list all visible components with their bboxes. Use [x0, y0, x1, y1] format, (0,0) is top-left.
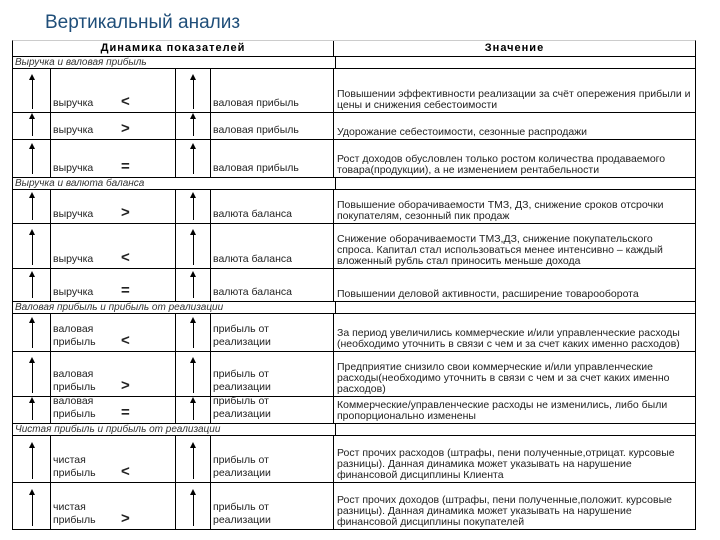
indicator-a: валовая прибыль [53, 323, 96, 348]
arrow-cell [176, 269, 211, 301]
indicator-a-cell [51, 436, 176, 482]
indicator-b-cell [211, 483, 334, 529]
indicator-a: выручка [53, 124, 94, 136]
meaning-cell [334, 69, 695, 112]
arrow-up-icon [193, 402, 194, 420]
comparison-operator: < [121, 463, 130, 480]
indicator-a: выручка [53, 97, 94, 109]
comparison-operator: > [121, 377, 130, 394]
arrow-cell [176, 436, 211, 482]
meaning-text: Снижение оборачиваемости ТМЗ,ДЗ, снижение покупательского спроса. Капитал стал использоваться менее интенсивно – каждый вложенный рубль стал приносить меньше дохода [337, 233, 663, 267]
slide-title: Вертикальный анализ [45, 12, 241, 33]
indicator-a-cell [51, 397, 176, 423]
indicator-a: выручка [53, 208, 94, 220]
indicator-a-cell [51, 190, 176, 223]
arrow-up-icon [193, 234, 194, 265]
section-header [13, 57, 695, 69]
arrow-up-icon [32, 362, 33, 393]
table-row [13, 190, 695, 224]
meaning-text: Повышении эффективности реализации за счёт опережения прибыли и цены и снижения себестоимости [337, 88, 691, 111]
comparison-operator: = [121, 404, 130, 421]
meaning-cell [334, 113, 695, 139]
meaning-text: Предприятие снизило свои коммерческие и/или управленческие расходы(необходимо уточнить в связи с чем и за счет каких именно расходов) [337, 361, 670, 395]
meaning-cell [334, 483, 695, 529]
meaning-text: Рост прочих доходов (штрафы, пени полученные,положит. курсовые разницы). Данная динамика может указывать на нарушение финансовой дисциплины покупателей [337, 494, 672, 528]
arrow-up-icon [32, 197, 33, 220]
indicator-b: валовая прибыль [213, 124, 299, 136]
indicator-a: валовая прибыль [53, 395, 96, 420]
indicator-a: чистая прибыль [53, 454, 96, 479]
meaning-cell [334, 140, 695, 177]
arrow-cell [176, 483, 211, 529]
arrow-up-icon [32, 402, 33, 420]
table-row [13, 483, 695, 529]
arrow-up-icon [32, 494, 33, 526]
indicator-b-cell [211, 140, 334, 177]
indicator-a-cell [51, 140, 176, 177]
indicator-b: прибыль от реализации [213, 395, 271, 420]
meaning-text: Коммерческие/управленческие расходы не изменились, либо были пропорционально изменены [337, 399, 668, 422]
table-row [13, 314, 695, 352]
indicator-a: чистая прибыль [53, 501, 96, 526]
comparison-operator: > [121, 510, 130, 527]
arrow-cell [13, 397, 51, 423]
meaning-text: Рост доходов обусловлен только ростом количества продаваемого товара(продукции), а не изменением рентабельности [337, 153, 666, 176]
arrow-cell [13, 224, 51, 268]
indicator-b-cell [211, 314, 334, 351]
section-label: Валовая прибыль и прибыль от реализации [13, 302, 336, 313]
section-label: Выручка и валюта баланса [13, 178, 336, 189]
indicator-b-cell [211, 397, 334, 423]
meaning-cell [334, 352, 695, 396]
arrow-up-icon [193, 118, 194, 136]
arrow-up-icon [32, 79, 33, 109]
meaning-cell [334, 436, 695, 482]
indicator-a-cell [51, 113, 176, 139]
indicator-b: прибыль от реализации [213, 323, 271, 348]
arrow-up-icon [32, 234, 33, 265]
comparison-operator: > [121, 120, 130, 137]
arrow-cell [176, 69, 211, 112]
meaning-text: За период увеличились коммерческие и/или управленческие расходы (необходимо уточнить в связи с чем и за счет каких именно расходов) [337, 327, 680, 350]
indicator-b: валюта баланса [213, 286, 292, 298]
table-row [13, 224, 695, 269]
table-row [13, 69, 695, 113]
table-row [13, 436, 695, 483]
arrow-cell [13, 483, 51, 529]
arrow-cell [176, 314, 211, 351]
arrow-up-icon [193, 79, 194, 109]
arrow-cell [13, 140, 51, 177]
arrow-cell [13, 314, 51, 351]
header-meaning: Значение [484, 42, 545, 54]
section-header [13, 302, 695, 314]
table-row [13, 397, 695, 424]
indicator-a: выручка [53, 286, 94, 298]
arrow-up-icon [32, 447, 33, 479]
indicator-b-cell [211, 113, 334, 139]
comparison-operator: > [121, 204, 130, 221]
indicator-b: прибыль от реализации [213, 454, 271, 479]
indicator-b: валовая прибыль [213, 97, 299, 109]
indicator-b-cell [211, 352, 334, 396]
indicator-b-cell [211, 436, 334, 482]
table-row [13, 352, 695, 397]
meaning-text: Рост прочих расходов (штрафы, пени полученные,отрицат. курсовые разницы). Данная динамика может указывать на нарушение финансовой дисциплины Клиента [337, 447, 675, 481]
comparison-operator: = [121, 158, 130, 175]
indicator-b: прибыль от реализации [213, 368, 271, 393]
indicator-b: валовая прибыль [213, 162, 299, 174]
indicator-a-cell [51, 314, 176, 351]
indicator-b: прибыль от реализации [213, 501, 271, 526]
arrow-up-icon [32, 276, 33, 298]
comparison-operator: < [121, 249, 130, 266]
indicator-a-cell [51, 269, 176, 301]
section-header [13, 178, 695, 190]
section-label: Выручка и валовая прибыль [13, 57, 336, 68]
section-label: Чистая прибыль и прибыль от реализации [13, 424, 336, 435]
arrow-up-icon [193, 148, 194, 174]
comparison-operator: < [121, 93, 130, 110]
meaning-cell [334, 190, 695, 223]
table-row [13, 113, 695, 140]
meaning-text: Повышение оборачиваемости ТМЗ, ДЗ, снижение сроков отсрочки покупателям, сезонный пик продаж [337, 199, 664, 222]
arrow-cell [13, 436, 51, 482]
arrow-cell [176, 113, 211, 139]
arrow-up-icon [32, 148, 33, 174]
comparison-operator: < [121, 332, 130, 349]
arrow-up-icon [193, 362, 194, 393]
arrow-up-icon [32, 322, 33, 348]
indicator-b-cell [211, 224, 334, 268]
indicator-a: выручка [53, 162, 94, 174]
arrow-up-icon [32, 118, 33, 136]
arrow-cell [13, 269, 51, 301]
meaning-cell [334, 397, 695, 423]
indicator-a-cell [51, 69, 176, 112]
indicator-b-cell [211, 190, 334, 223]
arrow-cell [176, 397, 211, 423]
indicator-a: выручка [53, 253, 94, 265]
meaning-cell [334, 314, 695, 351]
arrow-cell [13, 69, 51, 112]
header-dynamics: Динамика показателей [13, 41, 334, 56]
indicator-a-cell [51, 483, 176, 529]
arrow-cell [13, 113, 51, 139]
meaning-cell [334, 224, 695, 268]
table-header [13, 41, 695, 57]
arrow-up-icon [193, 447, 194, 479]
arrow-cell [13, 352, 51, 396]
arrow-cell [176, 140, 211, 177]
table-row [13, 140, 695, 178]
meaning-text: Повышении деловой активности, расширение товарооборота [337, 288, 639, 300]
meaning-text: Удорожание себестоимости, сезонные распродажи [337, 126, 588, 138]
meaning-cell [334, 269, 695, 301]
indicator-b-cell [211, 269, 334, 301]
comparison-operator: = [121, 282, 130, 299]
arrow-up-icon [193, 276, 194, 298]
arrow-cell [176, 224, 211, 268]
indicator-a-cell [51, 224, 176, 268]
indicator-a-cell [51, 352, 176, 396]
arrow-up-icon [193, 494, 194, 526]
indicator-b: валюта баланса [213, 208, 292, 220]
vertical-analysis-table [12, 40, 696, 530]
indicator-a: валовая прибыль [53, 368, 96, 393]
arrow-cell [176, 352, 211, 396]
arrow-cell [176, 190, 211, 223]
section-header [13, 424, 695, 436]
indicator-b-cell [211, 69, 334, 112]
table-row [13, 269, 695, 302]
arrow-up-icon [193, 197, 194, 220]
indicator-b: валюта баланса [213, 253, 292, 265]
arrow-cell [13, 190, 51, 223]
arrow-up-icon [193, 322, 194, 348]
